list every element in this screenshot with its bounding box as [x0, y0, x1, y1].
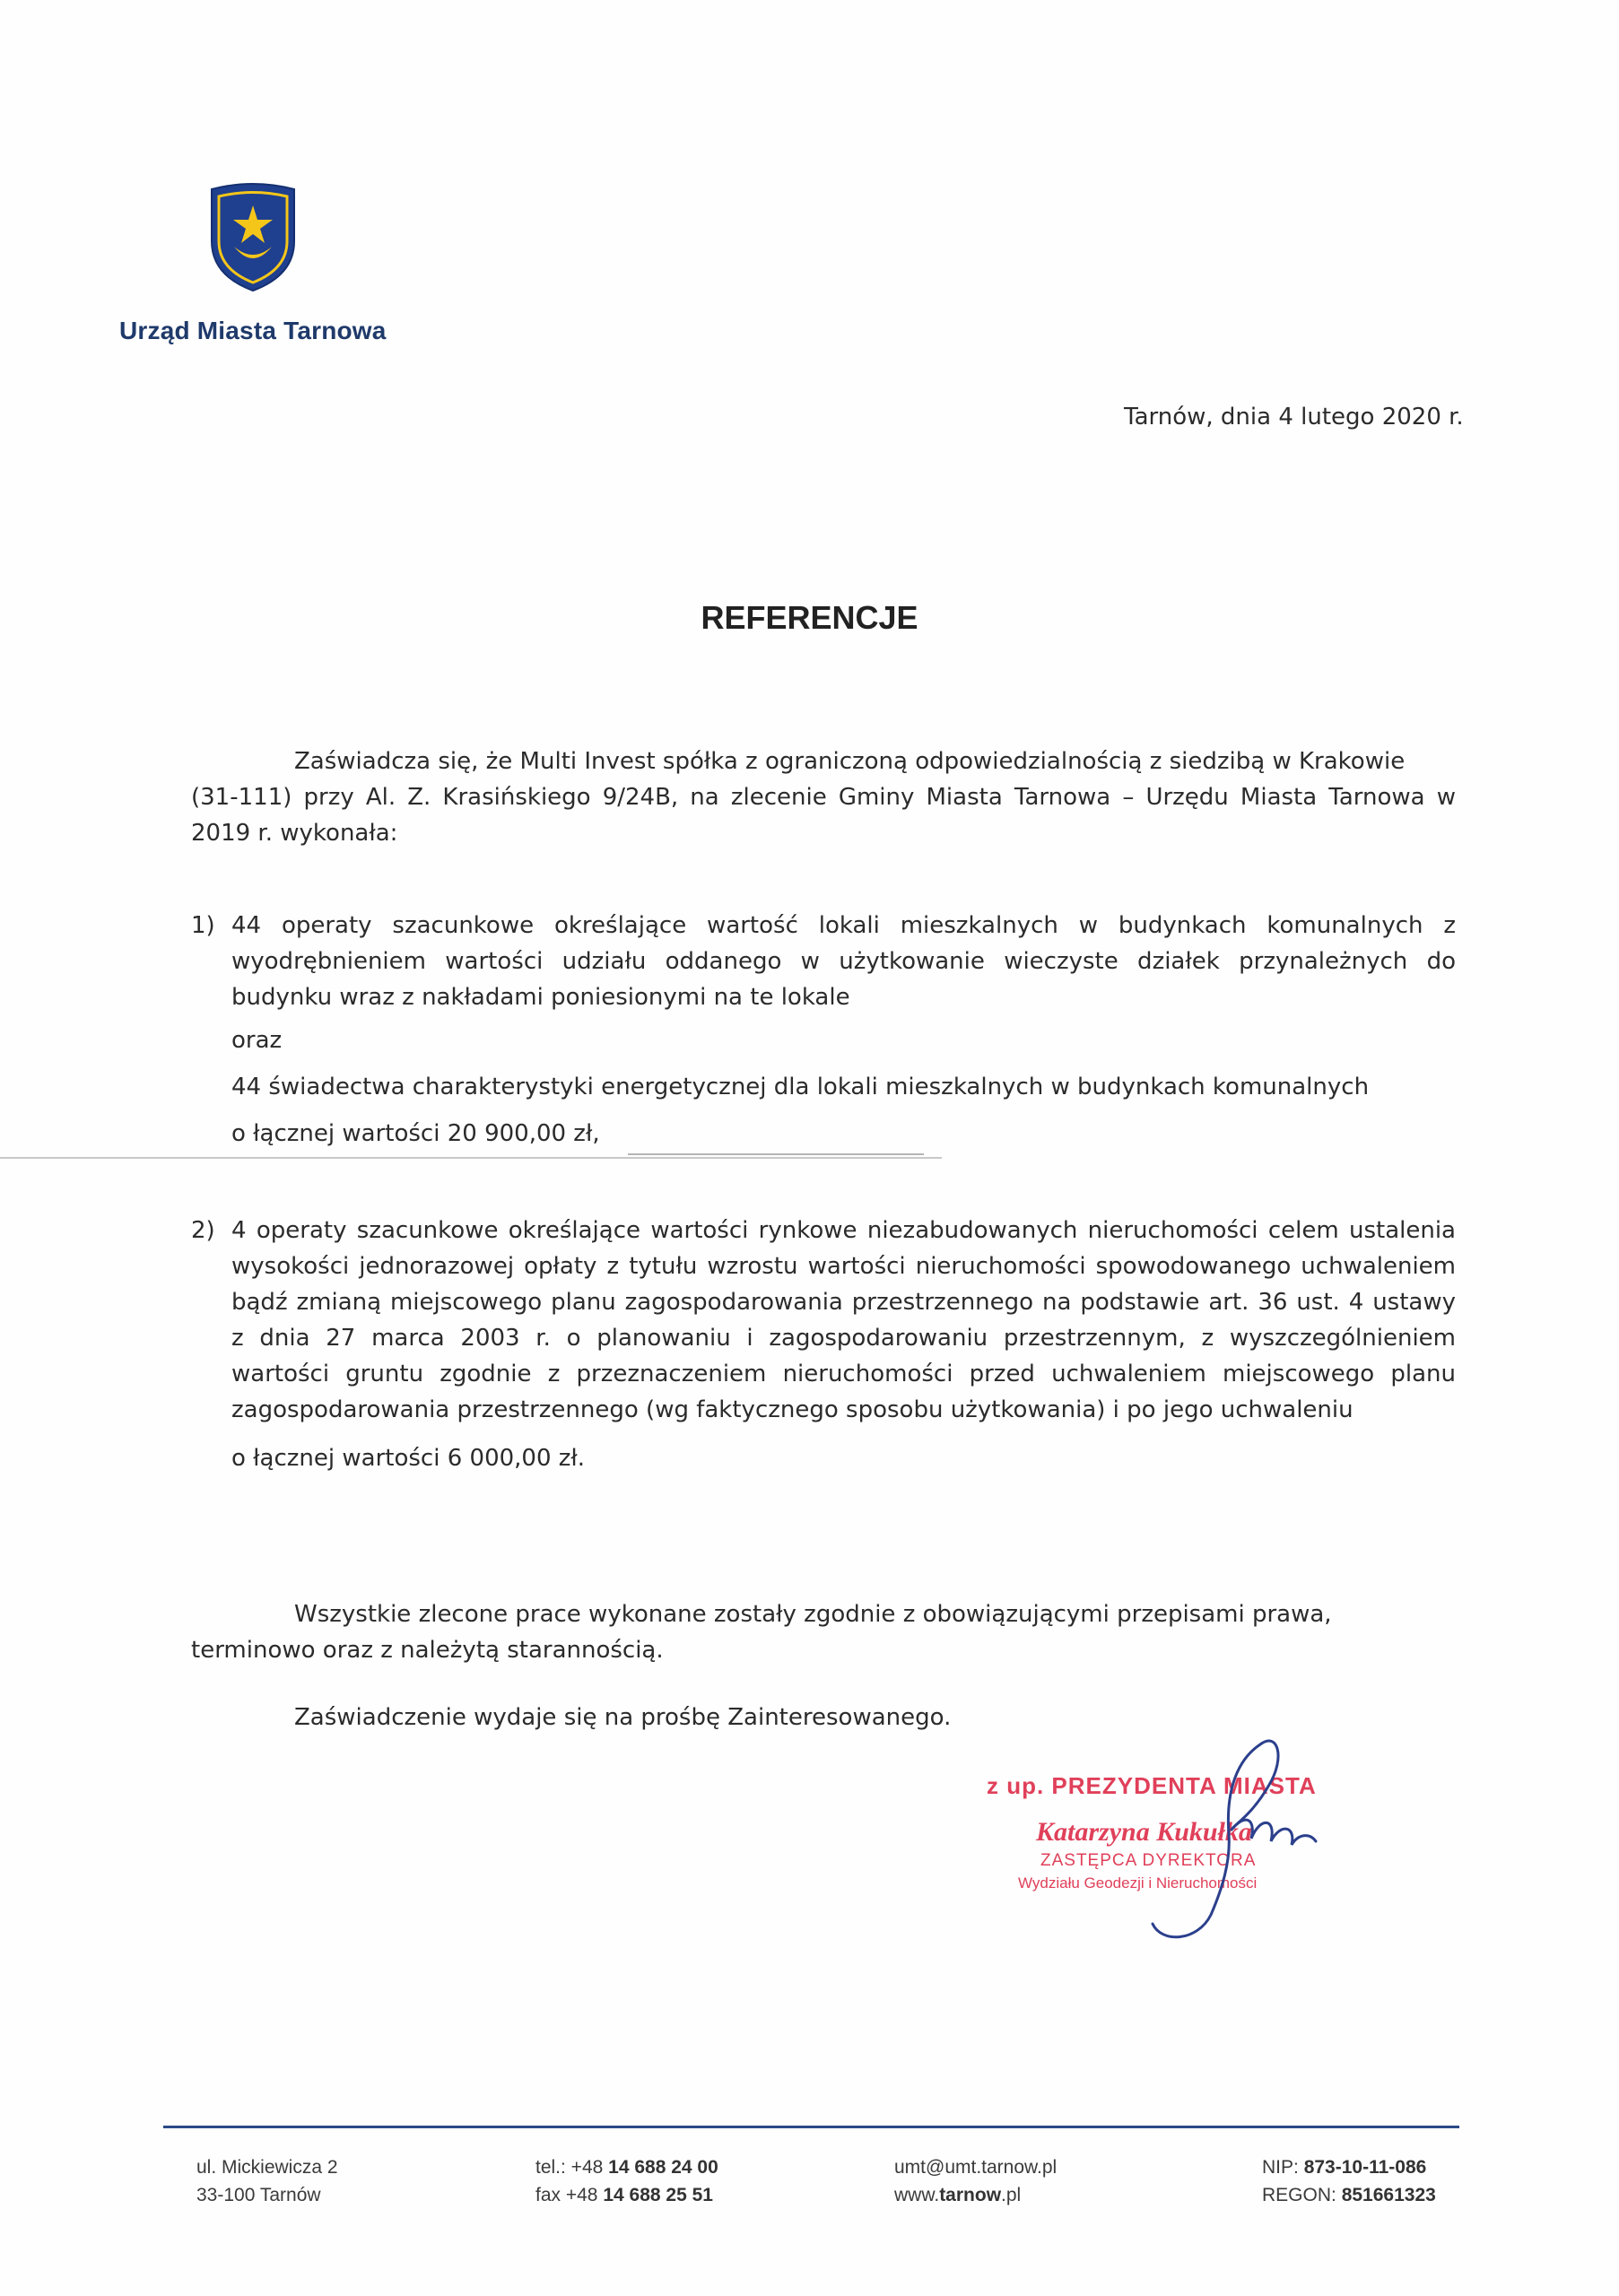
stamp-line-4: Wydziału Geodezji i Nieruchomości: [1018, 1874, 1258, 1892]
item-total: o łącznej wartości 6 000,00 zł.: [231, 1445, 586, 1472]
closing-paragraph: [191, 1596, 1456, 1668]
letter-date: Tarnów, dnia 4 lutego 2020 r.: [1124, 404, 1464, 430]
tarnow-coat-of-arms-icon: [206, 182, 300, 294]
office-name: Urząd Miasta Tarnowa: [119, 317, 387, 344]
tel-label: tel.: +48: [535, 2157, 604, 2178]
telephone-line: [535, 2153, 718, 2181]
footer-address: [196, 2153, 338, 2209]
list-item-1: [191, 908, 1456, 1152]
footer-web: [894, 2153, 1057, 2209]
item-connector: oraz: [231, 1027, 283, 1054]
item-text: 44 operaty szacunkowe określające wartość lokali mieszkalnych w budynkach komunalnych z wyodrębnieniem wartości udziału oddanego w użytkowanie wieczyste działek przynależnych do budynku wraz z nakładami poniesionymi na te lokale: [231, 912, 1456, 1011]
item-number: 2): [191, 1217, 215, 1244]
pen-underline: [0, 1157, 942, 1159]
regon-label: REGON:: [1262, 2185, 1336, 2205]
nip-label: NIP:: [1262, 2157, 1299, 2178]
footer-registry: [1262, 2153, 1436, 2209]
regon-line: [1262, 2181, 1436, 2209]
address-line-2: 33-100 Tarnów: [196, 2185, 321, 2205]
footer-rule: [163, 2126, 1459, 2128]
nip-value: 873-10-11-086: [1303, 2157, 1427, 2178]
stamp-line-2: Katarzyna Kukułka: [1036, 1817, 1252, 1847]
pen-underline-2: [628, 1153, 924, 1155]
nip-line: [1262, 2153, 1436, 2181]
tel-number: 14 688 24 00: [608, 2157, 718, 2178]
closing-rest: terminowo oraz z należytą starannością.: [191, 1637, 664, 1664]
intro-paragraph: [191, 744, 1456, 851]
certificate-note: Zaświadczenie wydaje się na prośbę Zainteresowanego.: [294, 1704, 952, 1731]
stamp-line-3: ZASTĘPCA DYREKTORA: [1040, 1851, 1257, 1870]
list-item-2: [191, 1213, 1456, 1476]
item-extra: 44 świadectwa charakterystyki energetycznej dla lokali mieszkalnych w budynkach komunalnych: [231, 1074, 1370, 1100]
item-number: 1): [191, 912, 215, 939]
www-suffix: .pl: [1001, 2185, 1022, 2205]
item-total: o łącznej wartości 20 900,00 zł,: [231, 1120, 600, 1147]
intro-line-1: Zaświadcza się, że Multi Invest spółka z ograniczoną odpowiedzialnością z siedzibą w Krakowie: [294, 748, 1406, 775]
address-line-1: ul. Mickiewicza 2: [196, 2157, 338, 2178]
fax-line: [535, 2181, 718, 2209]
document-title: REFERENCJE: [701, 599, 918, 636]
intro-rest: (31-111) przy Al. Z. Krasińskiego 9/24B, na zlecenie Gminy Miasta Tarnowa – Urzędu Miasta Tarnowa w 2019 r. wykonała:: [191, 784, 1456, 847]
item-text: 4 operaty szacunkowe określające wartości rynkowe niezabudowanych nieruchomości celem ustalenia wysokości jednorazowej opłaty z tytułu wzrostu wartości nieruchomości spowodowanego uchwaleniem bądź zmianą miejscowego planu zagospodarowania przestrzennego na podstawie art. 36 ust. 4 ustawy z dnia 27 marca 2003 r. o planowaniu i zagospodarowaniu przestrzennym, z wyszczególnieniem wartości gruntu zgodnie z przeznaczeniem nieruchomości przed uchwaleniem miejscowego planu zagospodarowania przestrzennego (wg faktycznego sposobu użytkowania) i po jego uchwaleniu: [231, 1217, 1456, 1423]
email-link[interactable]: umt@umt.tarnow.pl: [894, 2157, 1058, 2178]
fax-label: fax +48: [535, 2185, 598, 2205]
stamp-line-1: z up. PREZYDENTA MIASTA: [987, 1772, 1317, 1799]
website-link[interactable]: [894, 2181, 1057, 2209]
fax-number: 14 688 25 51: [603, 2185, 713, 2205]
closing-line-1: Wszystkie zlecone prace wykonane zostały zgodnie z obowiązującymi przepisami prawa,: [294, 1601, 1332, 1628]
www-domain: tarnow: [939, 2185, 1002, 2205]
handwritten-signature: [1126, 1735, 1341, 1946]
regon-value: 851661323: [1341, 2185, 1436, 2205]
footer-phone: [535, 2153, 718, 2209]
www-prefix: www.: [894, 2185, 940, 2205]
